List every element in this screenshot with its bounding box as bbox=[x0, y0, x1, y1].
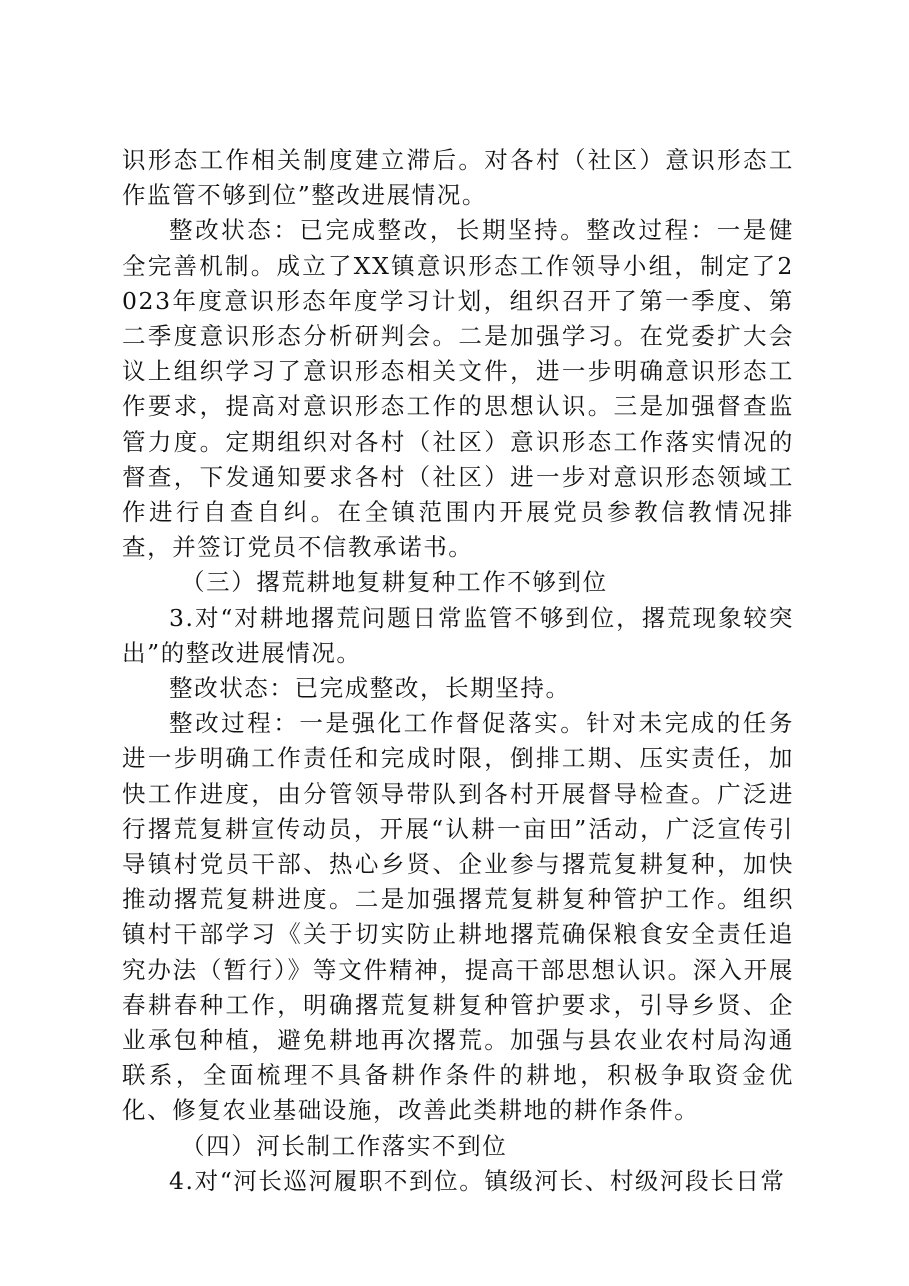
document-body bbox=[122, 143, 794, 1199]
paragraph-farmland-process: 整改过程：一是强化工作督促落实。针对未完成的任务进一步明确工作责任和完成时限，倒排工期、压实责任，加快工作进度，由分管领导带队到各村开展督导检查。广泛进行撂荒复耕宣传动员，开展“认耕一亩田”活动，广泛宣传引导镇村党员干部、热心乡贤、企业参与撂荒复耕复种，加快推动撂荒复耕进度。二是加强撂荒复耕复种管护工作。组织镇村干部学习《关于切实防止耕地撂荒确保粮食安全责任追究办法（暂行）》等文件精神，提高干部思想认识。深入开展春耕春种工作，明确撂荒复耕复种管护要求，引导乡贤、企业承包种植，避免耕地再次撂荒。加强与县农业农村局沟通联系，全面梳理不具备耕作条件的耕地，积极争取资金优化、修复农业基础设施，改善此类耕地的耕作条件。 bbox=[122, 709, 794, 1125]
paragraph-ideology-rectification: 整改状态：已完成整改，长期坚持。整改过程：一是健全完善机制。成立了XX镇意识形态工作领导小组，制定了2023年度意识形态年度学习计划，组织召开了第一季度、第二季度意识形态分析研判会。二是加强学习。在党委扩大会议上组织学习了意识形态相关文件，进一步明确意识形态工作要求，提高对意识形态工作的思想认识。三是加强督查监管力度。定期组织对各村（社区）意识形态工作落实情况的督查，下发通知要求各村（社区）进一步对意识形态领域工作进行自查自纠。在全镇范围内开展党员参教信教情况排查，并签订党员不信教承诺书。 bbox=[122, 216, 794, 562]
paragraph-ideology-continued: 识形态工作相关制度建立滞后。对各村（社区）意识形态工作监管不够到位”整改进展情况。 bbox=[122, 146, 794, 210]
section-heading-river-chief: （四）河长制工作落实不到位 bbox=[181, 1131, 508, 1160]
paragraph-item-4: 4.对“河长巡河履职不到位。镇级河长、村级河段长日常 bbox=[169, 1166, 786, 1195]
section-heading-farmland: （三）撂荒耕地复耕复种工作不够到位 bbox=[181, 568, 608, 597]
paragraph-item-3: 3.对“对耕地撂荒问题日常监管不够到位，撂荒现象较突出”的整改进展情况。 bbox=[122, 603, 794, 667]
paragraph-status: 整改状态：已完成整改，长期坚持。 bbox=[169, 674, 571, 703]
